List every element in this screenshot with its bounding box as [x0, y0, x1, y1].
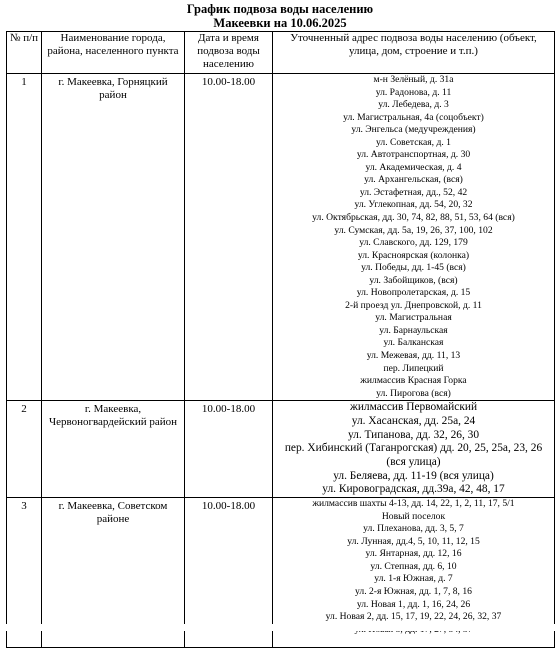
row-num: 3 — [7, 498, 42, 648]
address-line: Новый поселок — [381, 510, 446, 522]
address-line: ул. Энгельса (медучреждения) — [351, 124, 476, 136]
address-line: ул. Архангельская, (вся) — [364, 174, 463, 186]
address-line: пер. Хибинский (Таганрогская) дд. 20, 25, 25а, 23, 26 (вся улица) — [284, 442, 543, 469]
address-line: ул. Академическая, д. 4 — [365, 161, 462, 173]
table-row — [7, 401, 555, 498]
table-header-row — [7, 32, 555, 74]
address-line: ул. Красноярская (колонка) — [357, 249, 470, 261]
address-line: пер. Липецкий — [383, 362, 444, 374]
header-address: Уточненный адрес подвоза воды населению (объект, улица, дом, строение и т.п.) — [273, 32, 555, 74]
address-line: жилмассив Красная Горка — [360, 375, 467, 387]
header-city: Наименование города, района, населенного пункта — [42, 32, 185, 74]
page-cutoff — [0, 624, 560, 631]
address-line: ул. 1-я Южная, д. 7 — [374, 573, 453, 585]
row-address-list — [273, 401, 555, 498]
address-line: ул. Степная, дд. 6, 10 — [370, 560, 457, 572]
address-line: ул. Эстафетная, дд., 52, 42 — [359, 186, 468, 198]
row-city: г. Макеевка, Червоногвардейский район — [42, 401, 185, 498]
address-line: ул. Барнаульская — [379, 324, 448, 336]
address-line: ул. Лунная, дд.4, 5, 10, 11, 12, 15 — [347, 535, 480, 547]
row-num: 2 — [7, 401, 42, 498]
address-line: ул. Сумская, дд. 5а, 19, 26, 37, 100, 102 — [334, 224, 493, 236]
address-line: ул. Лебедева, д. 3 — [378, 99, 449, 111]
address-line: ул. Плеханова, дд. 3, 5, 7 — [363, 523, 464, 535]
address-line: ул. Магистральная, 4а (соцобъект) — [343, 111, 484, 123]
address-line: ул. Кировоградская, дд.39а, 42, 48, 17 — [322, 483, 505, 496]
address-line: ул. Победы, дд. 1-45 (вся) — [361, 262, 466, 274]
address-line: ул. Новопролетарская, д. 15 — [356, 287, 471, 299]
header-num: № п/п — [7, 32, 42, 74]
address-line: ул. Славского, дд. 129, 179 — [359, 237, 468, 249]
address-line: ул. Забойщиков, (вся) — [369, 274, 458, 286]
row-time: 10.00-18.00 — [185, 498, 273, 648]
address-line: ул. Новая 2, дд. 15, 17, 19, 22, 24, 26, 32, 37 — [325, 611, 502, 623]
row-city: г. Макеевка, Советском районе — [42, 498, 185, 648]
header-time: Дата и время подвоза воды населению — [185, 32, 273, 74]
address-line: ул. Балканская — [383, 337, 444, 349]
address-line: ул. Автотранспортная, д. 30 — [356, 149, 471, 161]
address-line: жилмассив шахты 4-13, дд. 14, 22, 1, 2, 11, 17, 5/1 — [312, 498, 515, 510]
address-line: 2-й проезд ул. Днепровской, д. 11 — [345, 299, 482, 311]
row-address-list — [273, 74, 555, 401]
address-line: ул. Магистральная — [375, 312, 452, 324]
address-line: ул. Типанова, дд. 32, 26, 30 — [347, 428, 480, 441]
address-line: ул. Беляева, дд. 11-19 (вся улица) — [333, 469, 494, 482]
row-time: 10.00-18.00 — [185, 401, 273, 498]
address-line: ул. 2-я Южная, дд. 1, 7, 8, 16 — [355, 585, 472, 597]
water-schedule-table — [6, 31, 555, 648]
row-time: 10.00-18.00 — [185, 74, 273, 401]
address-line: ул. Межевая, дд. 11, 13 — [366, 350, 461, 362]
address-line: ул. Хасанская, дд. 25а, 24 — [351, 414, 476, 427]
address-line: ул. Радонова, д. 11 — [375, 86, 452, 98]
address-line: ул. Пирогова (вся) — [376, 387, 451, 399]
address-line: ул. Советская, д. 1 — [376, 136, 451, 148]
title-line-1: График подвоза воды населению — [186, 2, 374, 16]
title-line-2: Макеевки на 10.06.2025 — [213, 16, 347, 30]
address-line: м-н Зелёный, д. 31а — [373, 74, 454, 85]
row-num: 1 — [7, 74, 42, 401]
address-line: ул. Янтарная, дд. 12, 16 — [365, 548, 462, 560]
row-city: г. Макеевка, Горняцкий район — [42, 74, 185, 401]
address-line: ул. Углекопная, дд. 54, 20, 32 — [354, 199, 473, 211]
table-row — [7, 74, 555, 401]
address-line: жилмассив Первомайский — [349, 401, 478, 414]
address-line: ул. Октябрьская, дд. 30, 74, 82, 88, 51, 53, 64 (вся) — [312, 212, 515, 224]
address-line: ул. Новая 1, дд. 1, 16, 24, 26 — [356, 598, 471, 610]
document-title — [0, 0, 560, 30]
